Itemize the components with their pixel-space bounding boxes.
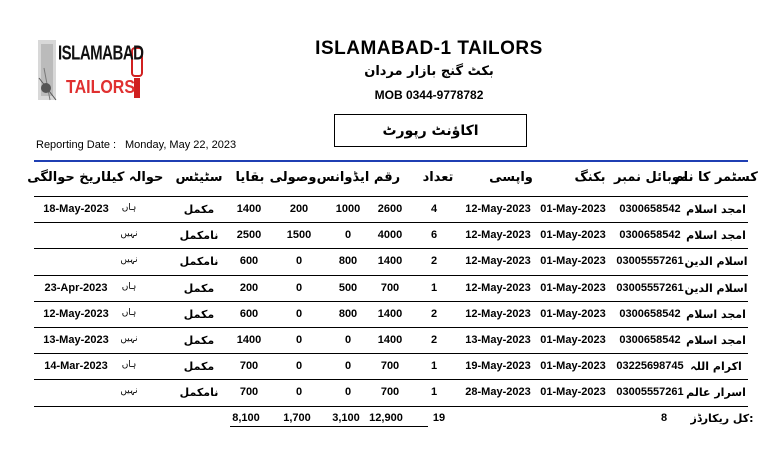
cell-status: نامکمل (179, 386, 219, 400)
cell-handed-over: ہاں (121, 203, 137, 213)
col-customer-name: کسٹمر کا نام (674, 170, 758, 185)
cell-amount: 700 (380, 281, 400, 294)
cell-advance: 800 (338, 255, 358, 268)
cell-balance: 700 (239, 386, 259, 399)
cell-handed-over: ہاں (121, 307, 137, 318)
cell-advance: 0 (344, 386, 352, 399)
row-divider (34, 248, 748, 249)
header-bottom-border (34, 196, 748, 197)
cell-handover-date: 13-May-2023 (43, 334, 109, 346)
cell-balance: 600 (239, 255, 259, 268)
cell-quantity: 1 (430, 360, 438, 373)
cell-booking-date: 01-May-2023 (540, 307, 606, 320)
cell-customer-name: اسلام الدین (684, 255, 748, 269)
cell-handover-date: 18-May-2023 (43, 203, 109, 215)
totals-top-border (34, 406, 748, 407)
cell-amount: 700 (380, 360, 400, 373)
cell-quantity: 4 (430, 203, 438, 215)
row-divider (34, 327, 748, 328)
total-records-label: کل ریکارڈز: (690, 412, 754, 425)
total-amount: 12,900 (369, 412, 403, 424)
cell-booking-date: 01-May-2023 (540, 334, 606, 346)
cell-quantity: 1 (430, 386, 438, 399)
col-handed-over: حوالہ کیا (106, 170, 164, 185)
row-divider (34, 275, 748, 276)
cell-customer-name: اکرام اللہ (690, 360, 742, 374)
report-title-box (334, 114, 527, 147)
cell-booking-date: 01-May-2023 (540, 281, 606, 294)
cell-quantity: 2 (430, 307, 438, 320)
col-advance: ایڈوانس (316, 170, 370, 185)
col-quantity: تعداد (422, 170, 454, 185)
cell-status: نامکمل (179, 255, 219, 269)
cell-balance: 600 (239, 307, 259, 320)
cell-booking-date: 01-May-2023 (540, 255, 606, 268)
col-received: وصولی (269, 170, 317, 185)
cell-balance: 1400 (236, 334, 262, 346)
row-divider (34, 353, 748, 354)
cell-quantity: 1 (430, 281, 438, 294)
cell-quantity: 2 (430, 255, 438, 268)
cell-balance: 200 (239, 281, 259, 294)
cell-return-date: 28-May-2023 (465, 386, 531, 399)
cell-amount: 1400 (377, 334, 403, 346)
cell-balance: 1400 (236, 203, 262, 215)
cell-booking-date: 01-May-2023 (540, 360, 606, 373)
cell-amount: 2600 (377, 203, 403, 215)
cell-amount: 1400 (377, 307, 403, 320)
row-divider (34, 301, 748, 302)
cell-quantity: 6 (430, 229, 438, 242)
totals-bottom-border (230, 426, 428, 427)
cell-customer-name: اسلام الدین (684, 281, 748, 295)
cell-status: مکمل (183, 203, 215, 216)
cell-received: 0 (295, 307, 303, 320)
shop-address: بکٹ گنج بازار مردان (364, 64, 494, 79)
col-status: سٹیٹس (175, 170, 223, 185)
cell-status: نامکمل (179, 229, 219, 243)
cell-booking-date: 01-May-2023 (540, 386, 606, 399)
shop-phone: MOB 0344-9778782 (374, 88, 484, 102)
logo-text-top: ISLAMABAD (58, 42, 144, 65)
cell-return-date: 12-May-2023 (465, 203, 531, 215)
cell-handed-over: نہیں (120, 229, 138, 240)
cell-advance: 800 (338, 307, 358, 320)
cell-mobile: 0300658542 (619, 203, 681, 215)
header-divider (34, 160, 748, 162)
cell-mobile: 03005557261 (616, 255, 684, 268)
cell-customer-name: امجد اسلام (686, 334, 746, 347)
col-amount: رقم (373, 170, 401, 185)
cell-received: 0 (295, 281, 303, 294)
cell-handed-over: ہاں (121, 360, 137, 371)
row-divider (34, 379, 748, 380)
cell-amount: 1400 (377, 255, 403, 268)
report-title: اکاؤنٹ رپورٹ (382, 122, 479, 139)
cell-mobile: 0300658542 (619, 307, 681, 320)
cell-return-date: 19-May-2023 (465, 360, 531, 373)
cell-return-date: 12-May-2023 (465, 281, 531, 294)
col-mobile: موبائل نمبر (614, 170, 688, 185)
cell-mobile: 03005557261 (616, 281, 684, 294)
cell-mobile: 03005557261 (616, 386, 684, 399)
col-booking: بکنگ (574, 170, 606, 185)
cell-status: مکمل (183, 334, 215, 347)
cell-handed-over: نہیں (120, 334, 138, 344)
cell-customer-name: اسرار عالم (686, 386, 746, 400)
cell-received: 0 (295, 334, 303, 346)
total-advance: 3,100 (332, 412, 360, 424)
cell-handover-date: 23-Apr-2023 (44, 281, 108, 294)
cell-handed-over: نہیں (120, 386, 138, 397)
cell-status: مکمل (183, 307, 215, 321)
cell-received: 0 (295, 386, 303, 399)
cell-quantity: 2 (430, 334, 438, 346)
cell-received: 0 (295, 255, 303, 268)
cell-handover-date: 14-Mar-2023 (44, 360, 108, 373)
cell-customer-name: امجد اسلام (686, 203, 746, 216)
col-handover-date: تاریخ حوالگی (27, 170, 111, 185)
total-quantity: 19 (432, 412, 446, 424)
logo-text-bottom: TAILORS (66, 78, 136, 98)
cell-booking-date: 01-May-2023 (540, 203, 606, 215)
cell-received: 1500 (286, 229, 312, 242)
cell-return-date: 12-May-2023 (465, 255, 531, 268)
total-records-count: 8 (660, 412, 668, 424)
cell-received: 200 (289, 203, 309, 215)
cell-received: 0 (295, 360, 303, 373)
cell-advance: 0 (344, 360, 352, 373)
cell-mobile: 0300658542 (619, 334, 681, 346)
col-return: واپسی (489, 170, 533, 185)
total-received: 1,700 (283, 412, 311, 424)
col-balance: بقایا (235, 170, 265, 185)
cell-balance: 2500 (236, 229, 262, 242)
cell-customer-name: امجد اسلام (686, 307, 746, 321)
cell-balance: 700 (239, 360, 259, 373)
total-balance: 8,100 (232, 412, 260, 424)
row-divider (34, 222, 748, 223)
reporting-date-label: Reporting Date : (36, 139, 117, 151)
cell-advance: 1000 (335, 203, 361, 215)
cell-return-date: 12-May-2023 (465, 307, 531, 320)
cell-status: مکمل (183, 360, 215, 374)
cell-handover-date: 12-May-2023 (43, 307, 109, 320)
cell-status: مکمل (183, 281, 215, 295)
cell-handed-over: نہیں (120, 255, 138, 266)
cell-return-date: 12-May-2023 (465, 229, 531, 242)
reporting-date-value: Monday, May 22, 2023 (125, 139, 237, 151)
cell-advance: 0 (344, 334, 352, 346)
cell-amount: 4000 (377, 229, 403, 242)
cell-amount: 700 (380, 386, 400, 399)
cell-customer-name: امجد اسلام (686, 229, 746, 243)
shop-name: ISLAMABAD-1 TAILORS (315, 38, 543, 59)
cell-handed-over: ہاں (121, 281, 137, 292)
cell-return-date: 13-May-2023 (465, 334, 531, 346)
cell-booking-date: 01-May-2023 (540, 229, 606, 242)
cell-advance: 0 (344, 229, 352, 242)
cell-mobile: 03225698745 (616, 360, 684, 373)
cell-advance: 500 (338, 281, 358, 294)
cell-mobile: 0300658542 (619, 229, 681, 242)
